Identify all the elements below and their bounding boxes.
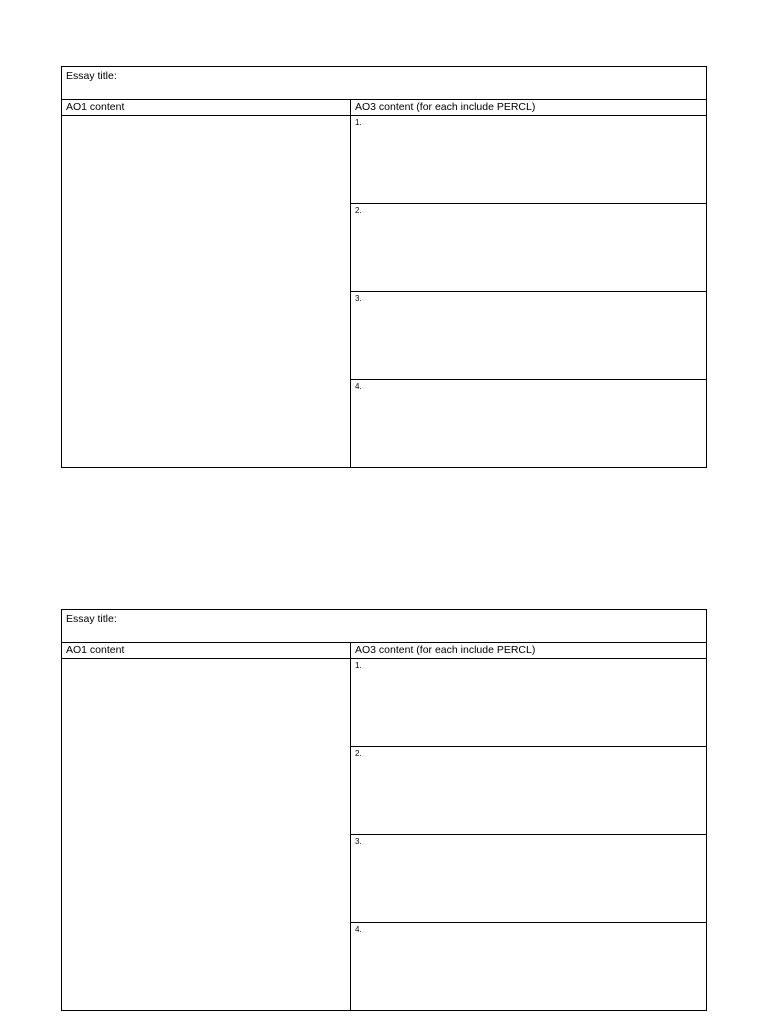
ao1-content-area[interactable] [62,659,351,1011]
essay-plan-form-2 [61,609,706,1011]
essay-plan-table [61,66,707,468]
ao3-point-3[interactable] [351,835,707,923]
ao3-header: AO3 content (for each include PERCL) [351,100,707,116]
ao3-point-number: 4. [355,382,362,391]
ao1-content-area[interactable] [62,116,351,468]
ao3-point-4[interactable] [351,380,707,468]
ao3-point-number: 2. [355,206,362,215]
ao3-point-number: 3. [355,837,362,846]
essay-plan-form-1 [61,66,706,468]
ao3-point-2[interactable] [351,204,707,292]
ao1-header: AO1 content [62,100,351,116]
ao3-point-1[interactable] [351,659,707,747]
ao3-header: AO3 content (for each include PERCL) [351,643,707,659]
ao3-point-number: 2. [355,749,362,758]
ao3-point-number: 1. [355,118,362,127]
ao3-point-2[interactable] [351,747,707,835]
essay-title-label: Essay title: [66,70,117,82]
essay-title-label: Essay title: [66,613,117,625]
ao3-point-number: 3. [355,294,362,303]
ao3-point-number: 4. [355,925,362,934]
ao3-point-3[interactable] [351,292,707,380]
ao3-point-4[interactable] [351,923,707,1011]
ao1-header: AO1 content [62,643,351,659]
essay-plan-table [61,609,707,1011]
ao3-point-number: 1. [355,661,362,670]
essay-title-field[interactable] [62,610,707,643]
ao3-point-1[interactable] [351,116,707,204]
essay-title-field[interactable] [62,67,707,100]
